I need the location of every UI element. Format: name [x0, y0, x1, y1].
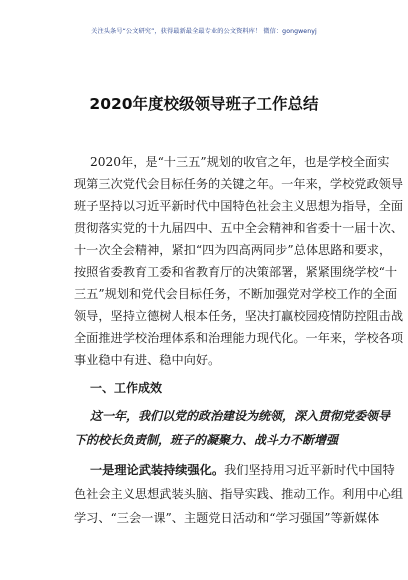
- section-heading: 一、工作成效: [90, 381, 163, 395]
- intro-line: 贯彻落实党的十九届四中、五中全会精神和省委十一届十次、: [74, 221, 404, 235]
- document-title: 2020年度校级领导班子工作总结: [89, 95, 319, 113]
- point1-first-line: [90, 464, 408, 476]
- intro-line: 现第三次党代会目标任务的关键之年。一年来，学校党政领导: [74, 177, 404, 191]
- point1-label: 一是理论武装持续强化。: [90, 463, 225, 477]
- intro-line: 三五”规划和党代会目标任务，不断加强党对学校工作的全面: [74, 287, 398, 301]
- intro-line: 全面推进学校治理体系和治理能力现代化。一年来，学校各项: [74, 331, 404, 345]
- intro-line: 班子坚持以习近平新时代中国特色社会主义思想为指导，全面: [74, 199, 404, 213]
- intro-line: 十一次全会精神，紧扣“四为四高两同步”总体思路和要求，: [74, 243, 392, 257]
- intro-line: 按照省委教育工委和省教育厅的决策部署，紧紧围绕学校“十: [74, 265, 398, 279]
- point1-text: 我们坚持用习近平新时代中国特: [224, 463, 395, 477]
- summary-line: 下的校长负责制，班子的凝聚力、战斗力不断增强: [74, 433, 339, 447]
- point1-line: 学习、“三会一课”、主题党日活动和“学习强国”等新媒体: [74, 511, 380, 525]
- intro-line: 领导，坚持立德树人根本任务，坚决打赢校园疫情防控阻击战: [74, 309, 404, 323]
- intro-line: 2020年，是“十三五”规划的收官之年，也是学校全面实: [90, 155, 390, 169]
- header-banner: 关注头条号“公文研究”，获得最新最全最专业的公文资料库！ 微信：gongwenyj: [91, 28, 317, 35]
- intro-line: 事业稳中有进、稳中向好。: [74, 353, 221, 367]
- summary-line: 这一年，我们以党的政治建设为统领，深入贯彻党委领导: [90, 409, 391, 423]
- point1-line: 色社会主义思想武装头脑、指导实践、推动工作。利用中心组: [74, 487, 404, 501]
